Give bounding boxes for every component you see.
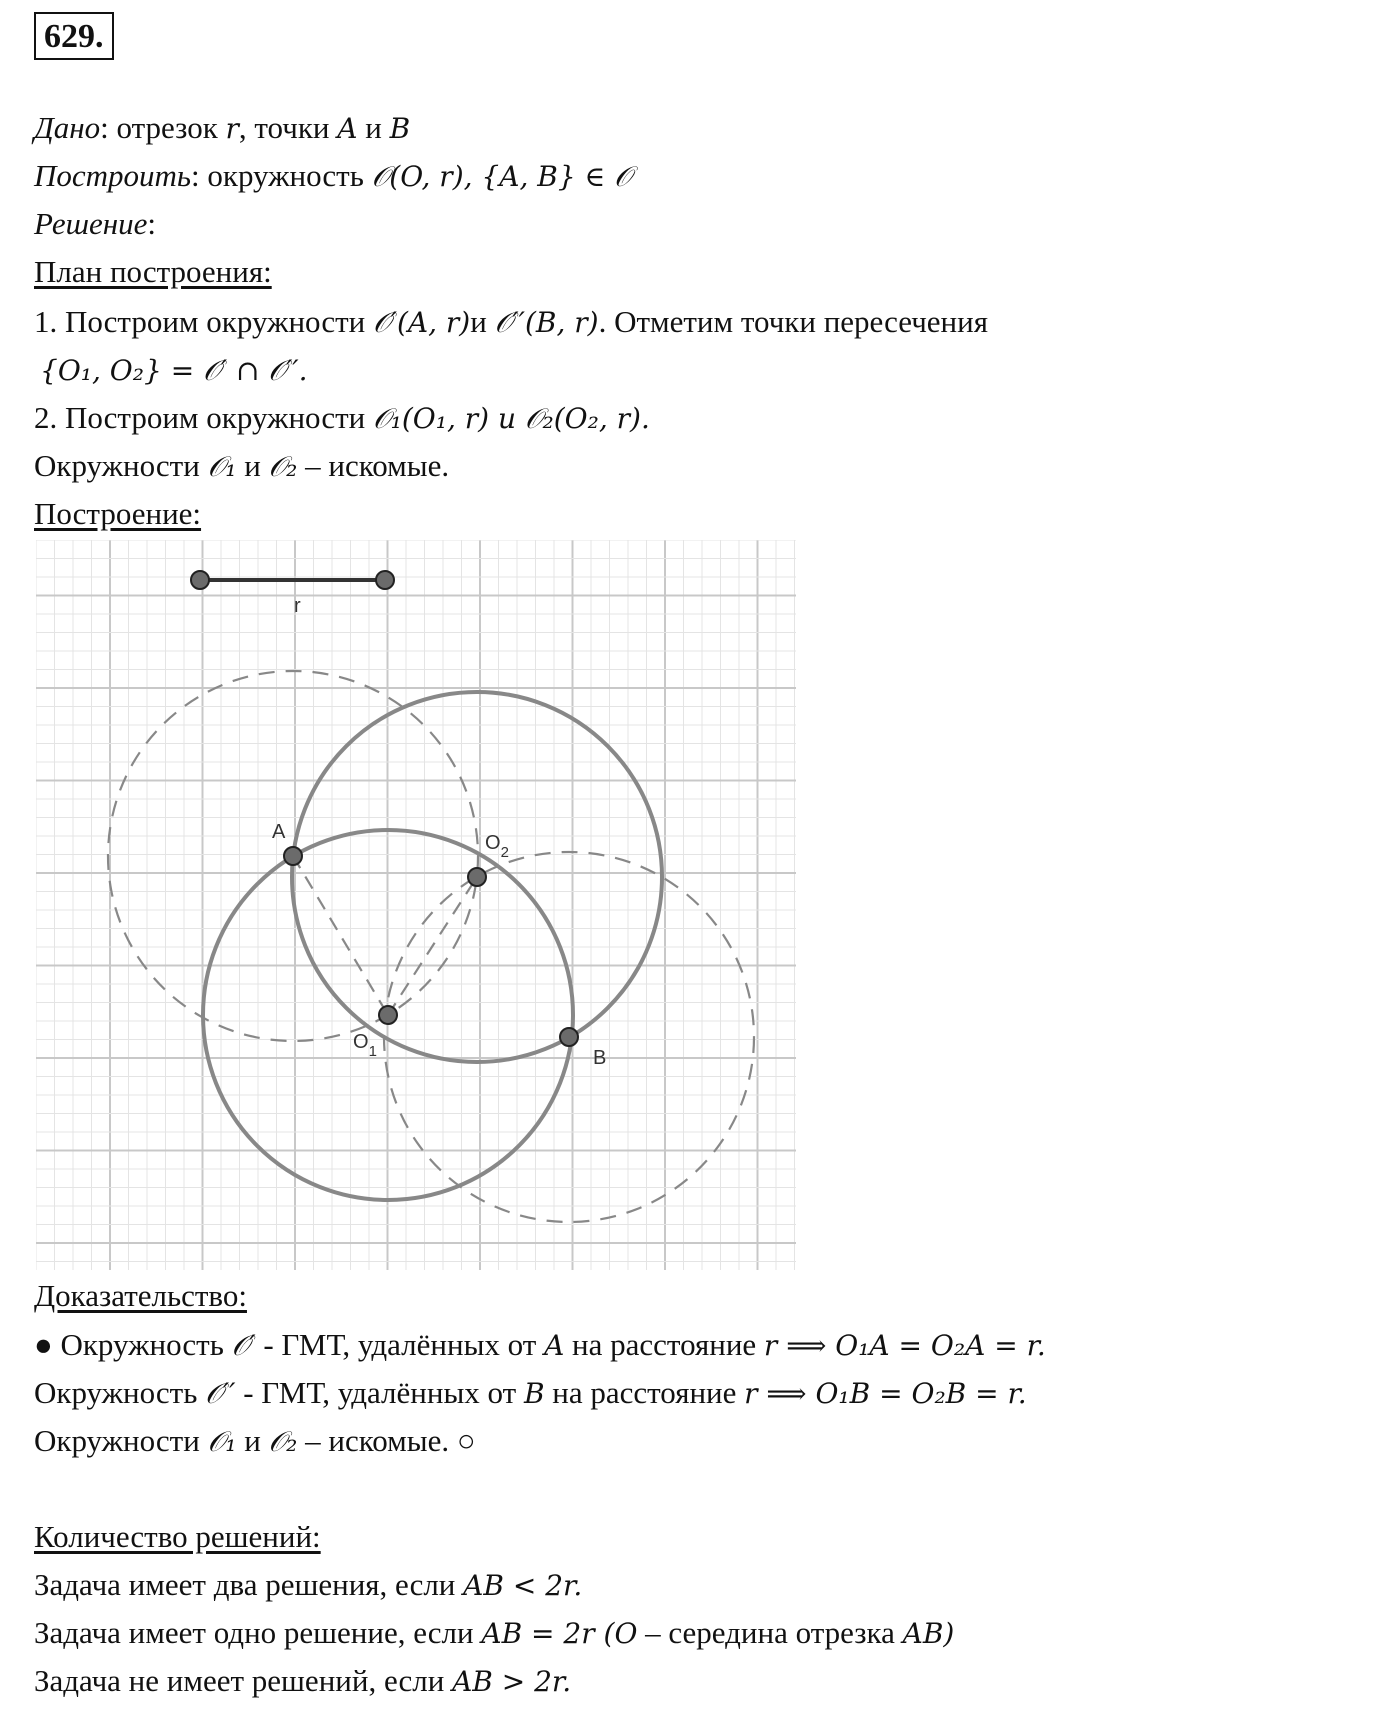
given-text-1: : отрезок [100, 110, 226, 145]
plan-step-1-line-2 [40, 350, 308, 391]
segment-r-label: r [294, 595, 301, 617]
step2-formula: 𝒪₁(O₁, r) и 𝒪₂(O₂, r). [372, 402, 650, 435]
count-line-2 [34, 1613, 954, 1654]
count-l3-formula: AB > 2r. [452, 1665, 572, 1698]
proof-l1-rest: - ГМТ, удалённых от [255, 1327, 545, 1362]
proof-l2-rest: - ГМТ, удалённых от [235, 1375, 524, 1410]
proof-line-3 [34, 1421, 476, 1462]
point-a [284, 847, 302, 865]
segment-r-end-point [376, 571, 394, 589]
result-circle-2: 𝒪₂ [268, 450, 298, 483]
count-l2-end: AB) [902, 1617, 955, 1650]
given-text-2: , точки [238, 110, 338, 145]
proof-l3-text: Окружности [34, 1423, 208, 1458]
point-o1-letter: O [353, 1031, 369, 1053]
count-l2-text: Задача имеет одно решение, если [34, 1615, 482, 1650]
count-l1-formula: AB < 2r. [463, 1569, 583, 1602]
proof-l2-formula: r ⟹ O₁B = O₂B = r. [744, 1377, 1027, 1410]
count-l2-formula: AB = 2r (O [481, 1617, 638, 1650]
proof-l1-a: A [544, 1329, 565, 1362]
construct-line [34, 156, 632, 197]
count-line-3 [34, 1661, 571, 1702]
step1-and: и [470, 304, 495, 339]
count-l3-text: Задача не имеет решений, если [34, 1663, 453, 1698]
construction-figure [36, 540, 796, 1270]
proof-l3-circle-1: 𝒪₁ [207, 1425, 237, 1458]
proof-line-1 [34, 1325, 1046, 1366]
point-a-label: A [272, 821, 286, 843]
proof-l2-rest2: на расстояние [544, 1375, 745, 1410]
point-o2 [468, 868, 486, 886]
result-text-2: – искомые. [297, 448, 450, 483]
dashed-radius-o1-o2 [388, 877, 477, 1015]
given-line [34, 108, 410, 149]
given-r: r [225, 112, 239, 145]
point-o2-subscript: 2 [500, 844, 509, 861]
given-label: Дано [34, 110, 101, 145]
step1-circle-2: 𝒪′′(B, r) [494, 306, 599, 339]
plan-step-2 [34, 398, 650, 439]
proof-l2-b: B [523, 1377, 545, 1410]
step1-text: 1. Построим окружности [34, 304, 373, 339]
plan-result [34, 446, 449, 487]
point-o1-subscript: 1 [368, 1043, 377, 1060]
segment-r-start-point [191, 571, 209, 589]
step2-text: 2. Построим окружности [34, 400, 373, 435]
given-a: A [337, 112, 358, 145]
point-b-label: B [593, 1047, 607, 1069]
proof-l3-rest: – искомые. ○ [297, 1423, 476, 1458]
proof-l3-and: и [236, 1423, 269, 1458]
solution-colon: : [147, 206, 156, 241]
proof-l1-formula: r ⟹ O₁A = O₂A = r. [763, 1329, 1046, 1362]
proof-heading: Доказательство: [34, 1278, 247, 1313]
point-o2-letter: O [485, 832, 501, 854]
count-l1-text: Задача имеет два решения, если [34, 1567, 464, 1602]
proof-line-2 [34, 1373, 1027, 1414]
given-text-3: и [357, 110, 390, 145]
step1-rest: . Отметим точки пересечения [598, 304, 988, 339]
plan-heading: План построения: [34, 254, 272, 289]
solution-label: Решение [34, 206, 148, 241]
solution-line [34, 204, 156, 244]
proof-l2-text: Окружность [34, 1375, 206, 1410]
count-heading: Количество решений: [34, 1519, 321, 1554]
construct-formula: 𝒪(O, r), {A, B} ∈ 𝒪 [371, 160, 632, 193]
problem-number: 629. [34, 12, 114, 60]
construction-heading: Построение: [34, 496, 202, 531]
point-b [560, 1028, 578, 1046]
point-o1-label [353, 1031, 377, 1060]
result-circle-1: 𝒪₁ [207, 450, 237, 483]
proof-l1-circle: 𝒪′ [231, 1329, 256, 1362]
proof-l1-text: ● Окружность [34, 1327, 232, 1362]
proof-l2-circle: 𝒪′′ [205, 1377, 236, 1410]
count-l2-mid: – середина отрезка [637, 1615, 903, 1650]
proof-l3-circle-2: 𝒪₂ [268, 1425, 298, 1458]
result-text-1: Окружности [34, 448, 208, 483]
grid [36, 540, 796, 1270]
step1-intersection-formula: {O₁, O₂} = 𝒪′ ∩ 𝒪′′. [40, 354, 308, 387]
given-b: B [389, 112, 411, 145]
proof-l1-rest2: на расстояние [564, 1327, 764, 1362]
construct-text: : окружность [191, 158, 372, 193]
count-line-1 [34, 1565, 582, 1606]
step1-circle-1: 𝒪′(A, r) [372, 306, 471, 339]
point-o1 [379, 1006, 397, 1024]
plan-step-1 [34, 302, 988, 343]
dashed-radius-a-o1 [293, 856, 388, 1015]
result-and: и [236, 448, 269, 483]
construct-label: Построить [34, 158, 192, 193]
